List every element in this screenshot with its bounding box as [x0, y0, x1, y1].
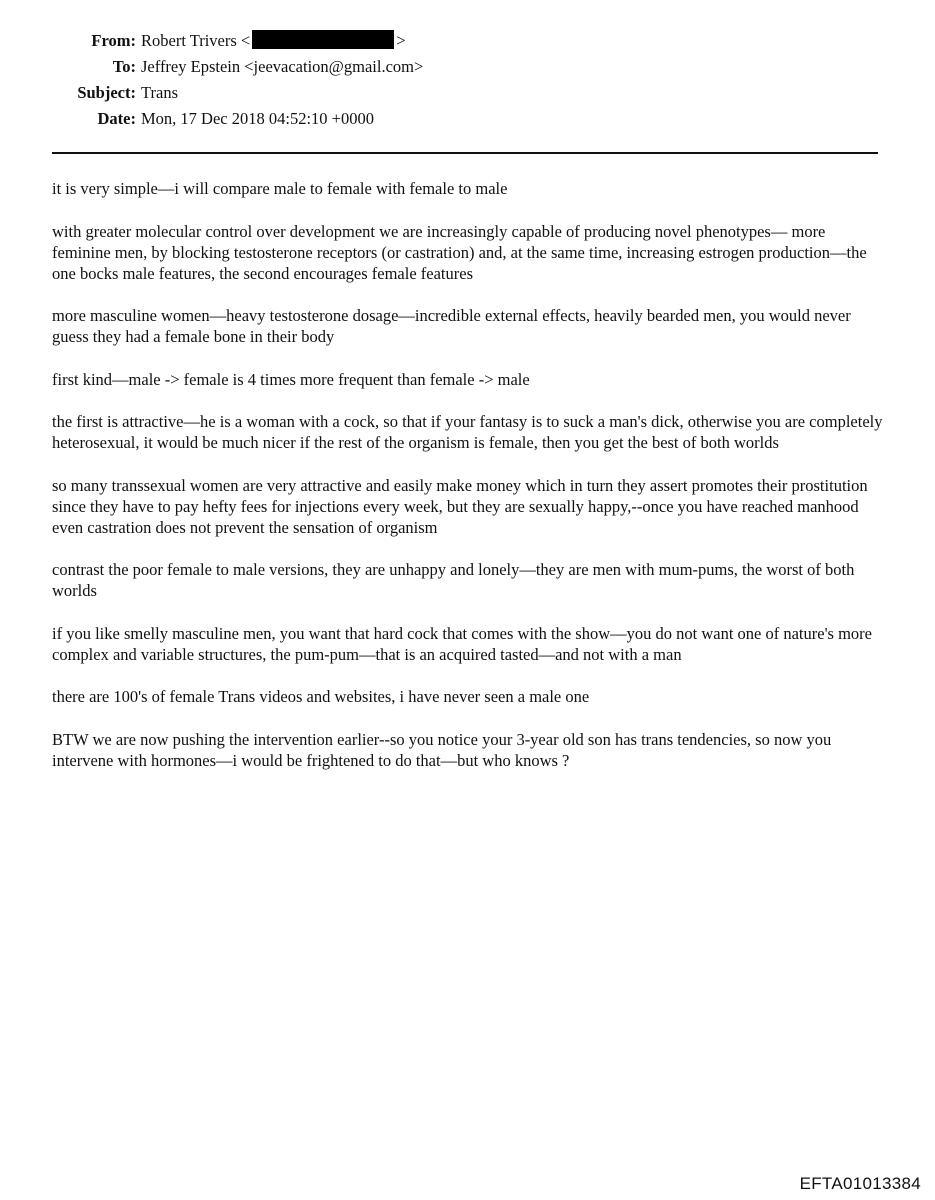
from-value	[141, 28, 406, 54]
from-name: Robert Trivers <	[141, 31, 251, 50]
body-paragraph: so many transsexual women are very attractive and easily make money which in turn they assert promotes their prostitution since they have to pay hefty fees for injections every week, but they are sexually happy,--once you have reached manhood even castration does not prevent the sensation of organism	[52, 475, 868, 537]
date-label: Date:	[97, 109, 136, 128]
to-label: To:	[112, 57, 136, 76]
date-value: Mon, 17 Dec 2018 04:52:10 +0000	[141, 109, 374, 128]
from-label: From:	[91, 31, 136, 50]
from-row	[40, 28, 423, 54]
to-value: Jeffrey Epstein <jeevacation@gmail.com>	[141, 57, 424, 76]
subject-label: Subject:	[77, 83, 136, 102]
body-paragraph: if you like smelly masculine men, you want that hard cock that comes with the show—you do not want one of nature's more complex and variable structures, the pum-pum—that is an acquired tasted—and not with a man	[52, 623, 872, 664]
body-paragraph: the first is attractive—he is a woman with a cock, so that if your fantasy is to suck a man's dick, otherwise you are completely heterosexual, it would be much nicer if the rest of the organism is female, then you get the best of both worlds	[52, 412, 883, 452]
body-paragraph: BTW we are now pushing the intervention earlier--so you notice your 3-year old son has trans tendencies, so now you intervene with hormones—i would be frightened to do that—but who knows ?	[52, 729, 832, 770]
body-paragraph: there are 100's of female Trans videos and websites, i have never seen a male one	[52, 687, 590, 706]
body-paragraph: it is very simple—i will compare male to female with female to male	[52, 179, 508, 198]
redaction-block	[252, 30, 394, 49]
subject-value: Trans	[141, 83, 178, 102]
body-paragraph: first kind—male -> female is 4 times more frequent than female -> male	[52, 369, 530, 389]
body-paragraph: with greater molecular control over development we are increasingly capable of producing novel phenotypes— more feminine men, by blocking testosterone receptors (or castration) and, at the same time, increasing estrogen production—the one bocks male features, the second encourages female features	[52, 221, 867, 283]
date-row	[40, 106, 423, 132]
email-header	[40, 28, 423, 132]
from-close: >	[396, 31, 406, 50]
to-row	[40, 54, 423, 80]
document-id: EFTA01013384	[799, 1174, 921, 1193]
subject-row	[40, 80, 423, 106]
header-divider	[52, 152, 878, 154]
body-paragraph: more masculine women—heavy testosterone dosage—incredible external effects, heavily bearded men, you would never guess they had a female bone in their body	[52, 306, 851, 346]
body-paragraph: contrast the poor female to male versions, they are unhappy and lonely—they are men with mum-pums, the worst of both worlds	[52, 560, 855, 600]
email-body	[52, 178, 887, 792]
